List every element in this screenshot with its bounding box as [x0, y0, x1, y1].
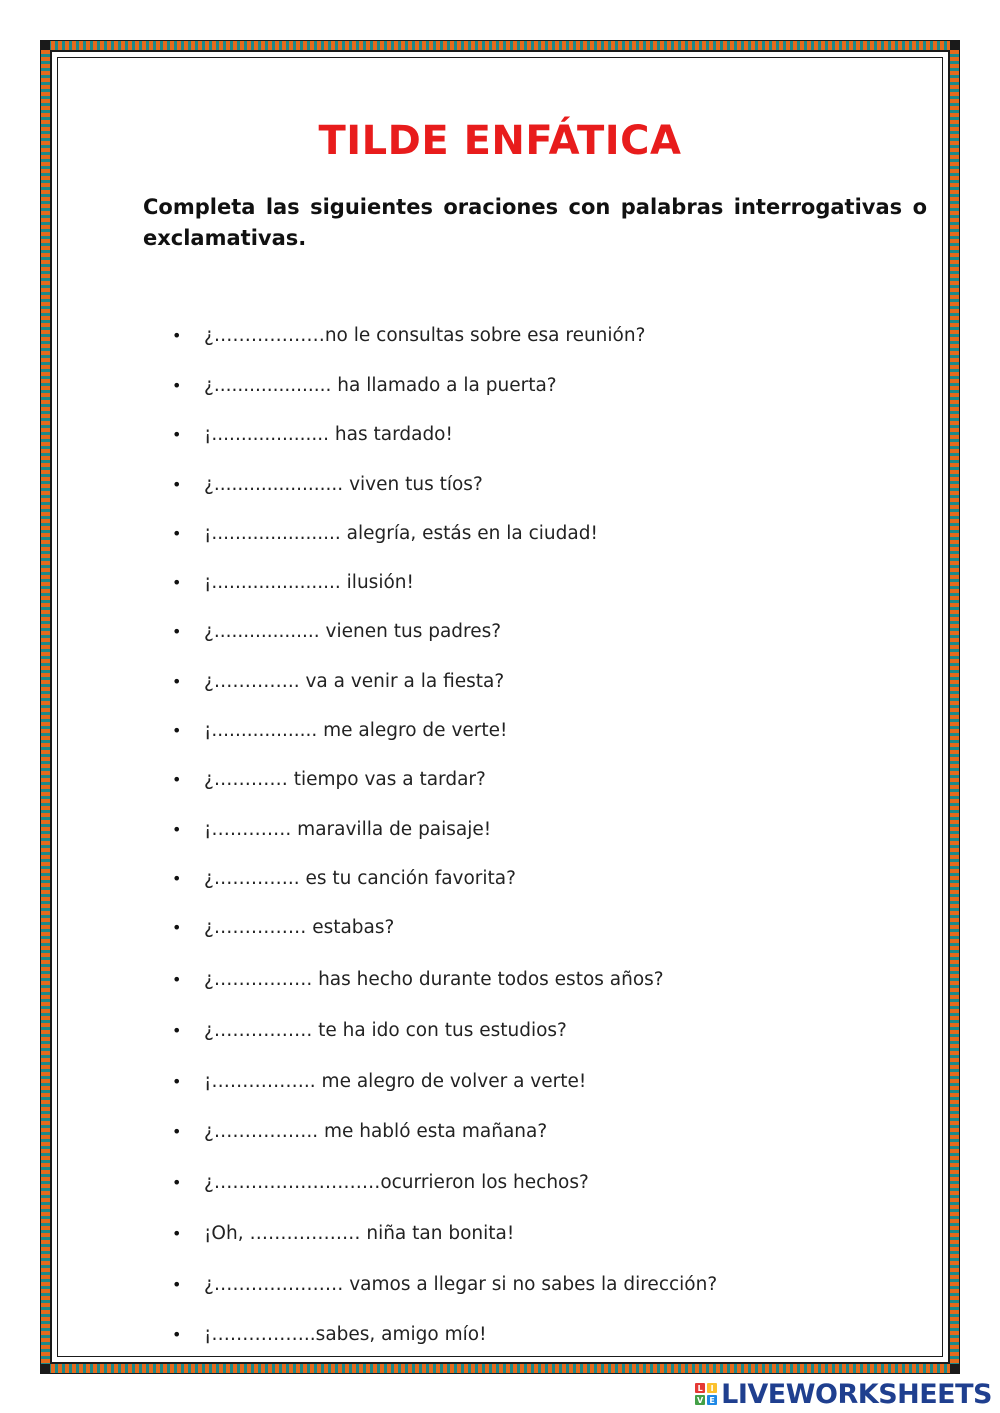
bullet-icon: • [172, 1275, 182, 1294]
logo-letter-cell: E [707, 1395, 717, 1405]
sentence-item [172, 571, 414, 595]
bullet-icon: • [172, 622, 182, 641]
sentence-text: ¿………….. va a venir a la fiesta? [204, 671, 505, 692]
bullet-icon: • [172, 970, 182, 989]
sentence-text: ¿………………… vamos a llegar si no sabes la dirección? [204, 1274, 718, 1295]
sentence-item [172, 1323, 487, 1347]
liveworksheets-footer [695, 1378, 992, 1410]
sentence-item [172, 620, 501, 644]
bullet-icon: • [172, 376, 182, 395]
sentence-text: ¿………….. es tu canción favorita? [204, 868, 516, 889]
logo-letter-cell: I [707, 1383, 717, 1393]
bullet-icon: • [172, 918, 182, 937]
sentence-text: ¡…………….. me alegro de volver a verte! [204, 1071, 587, 1092]
bullet-icon: • [172, 770, 182, 789]
bullet-icon: • [172, 672, 182, 691]
sentence-text: ¡.................... has tardado! [204, 424, 453, 445]
bullet-icon: • [172, 475, 182, 494]
border-corner-bottom-right [950, 1364, 959, 1373]
bullet-icon: • [172, 1224, 182, 1243]
sentence-item [172, 768, 486, 792]
sentence-text: ¿………………no le consultas sobre esa reunión? [204, 325, 646, 346]
sentence-text: ¡.................. me alegro de verte! [204, 720, 508, 741]
sentence-item [172, 1070, 586, 1094]
border-corner-top-right [950, 41, 959, 50]
sentence-item [172, 1273, 717, 1297]
sentence-text: ¿…………….. me habló esta mañana? [204, 1121, 548, 1142]
sentence-text: ¿………… tiempo vas a tardar? [204, 769, 486, 790]
bullet-icon: • [172, 326, 182, 345]
liveworksheets-logo-icon [695, 1383, 717, 1405]
bullet-icon: • [172, 1072, 182, 1091]
sentence-item [172, 916, 394, 940]
sentence-text: ¿.................... ha llamado a la puerta? [204, 375, 557, 396]
sentence-text: ¿…………… estabas? [204, 917, 395, 938]
sentence-item [172, 670, 504, 694]
bullet-icon: • [172, 425, 182, 444]
sentence-item [172, 719, 507, 743]
sentence-text: ¡…………. maravilla de paisaje! [204, 819, 492, 840]
bullet-icon: • [172, 1021, 182, 1040]
sentence-text: ¿...................... viven tus tíos? [204, 474, 483, 495]
instructions-text: Completa las siguientes oraciones con palabras interrogativas o exclamativas. [143, 195, 927, 250]
bullet-icon: • [172, 524, 182, 543]
sentence-item [172, 1222, 514, 1246]
bullet-icon: • [172, 721, 182, 740]
bullet-icon: • [172, 820, 182, 839]
sentence-item [172, 324, 645, 348]
logo-letter-cell: L [695, 1383, 705, 1393]
sentence-item [172, 473, 483, 497]
sentence-item [172, 1120, 547, 1144]
liveworksheets-brand-text: LIVEWORKSHEETS [721, 1378, 992, 1410]
sentence-item [172, 818, 491, 842]
sentence-text: ¡Oh, ……………… niña tan bonita! [204, 1223, 515, 1244]
sentence-item [172, 968, 664, 992]
sentence-text: ¿.................. vienen tus padres? [204, 621, 502, 642]
sentence-item [172, 423, 453, 447]
bullet-icon: • [172, 1325, 182, 1344]
sentence-text: ¿……………. te ha ido con tus estudios? [204, 1020, 567, 1041]
logo-letter-cell: V [697, 1395, 704, 1405]
sentence-text: ¡...................... ilusión! [204, 572, 414, 593]
sentence-text: ¡……………..sabes, amigo mío! [204, 1324, 487, 1345]
sentence-text: ¿……………. has hecho durante todos estos años? [204, 969, 664, 990]
bullet-icon: • [172, 1122, 182, 1141]
sentence-item [172, 1171, 589, 1195]
sentence-item [172, 522, 598, 546]
sentence-text: ¡...................... alegría, estás en la ciudad! [204, 523, 598, 544]
sentence-item [172, 867, 516, 891]
border-corner-top-left [41, 41, 50, 50]
sentence-item [172, 1019, 567, 1043]
bullet-icon: • [172, 869, 182, 888]
page-title: TILDE ENFÁTICA [318, 118, 682, 164]
border-corner-bottom-left [41, 1364, 50, 1373]
sentence-item [172, 374, 557, 398]
sentence-text: ¿………………………ocurrieron los hechos? [204, 1172, 589, 1193]
bullet-icon: • [172, 573, 182, 592]
bullet-icon: • [172, 1173, 182, 1192]
